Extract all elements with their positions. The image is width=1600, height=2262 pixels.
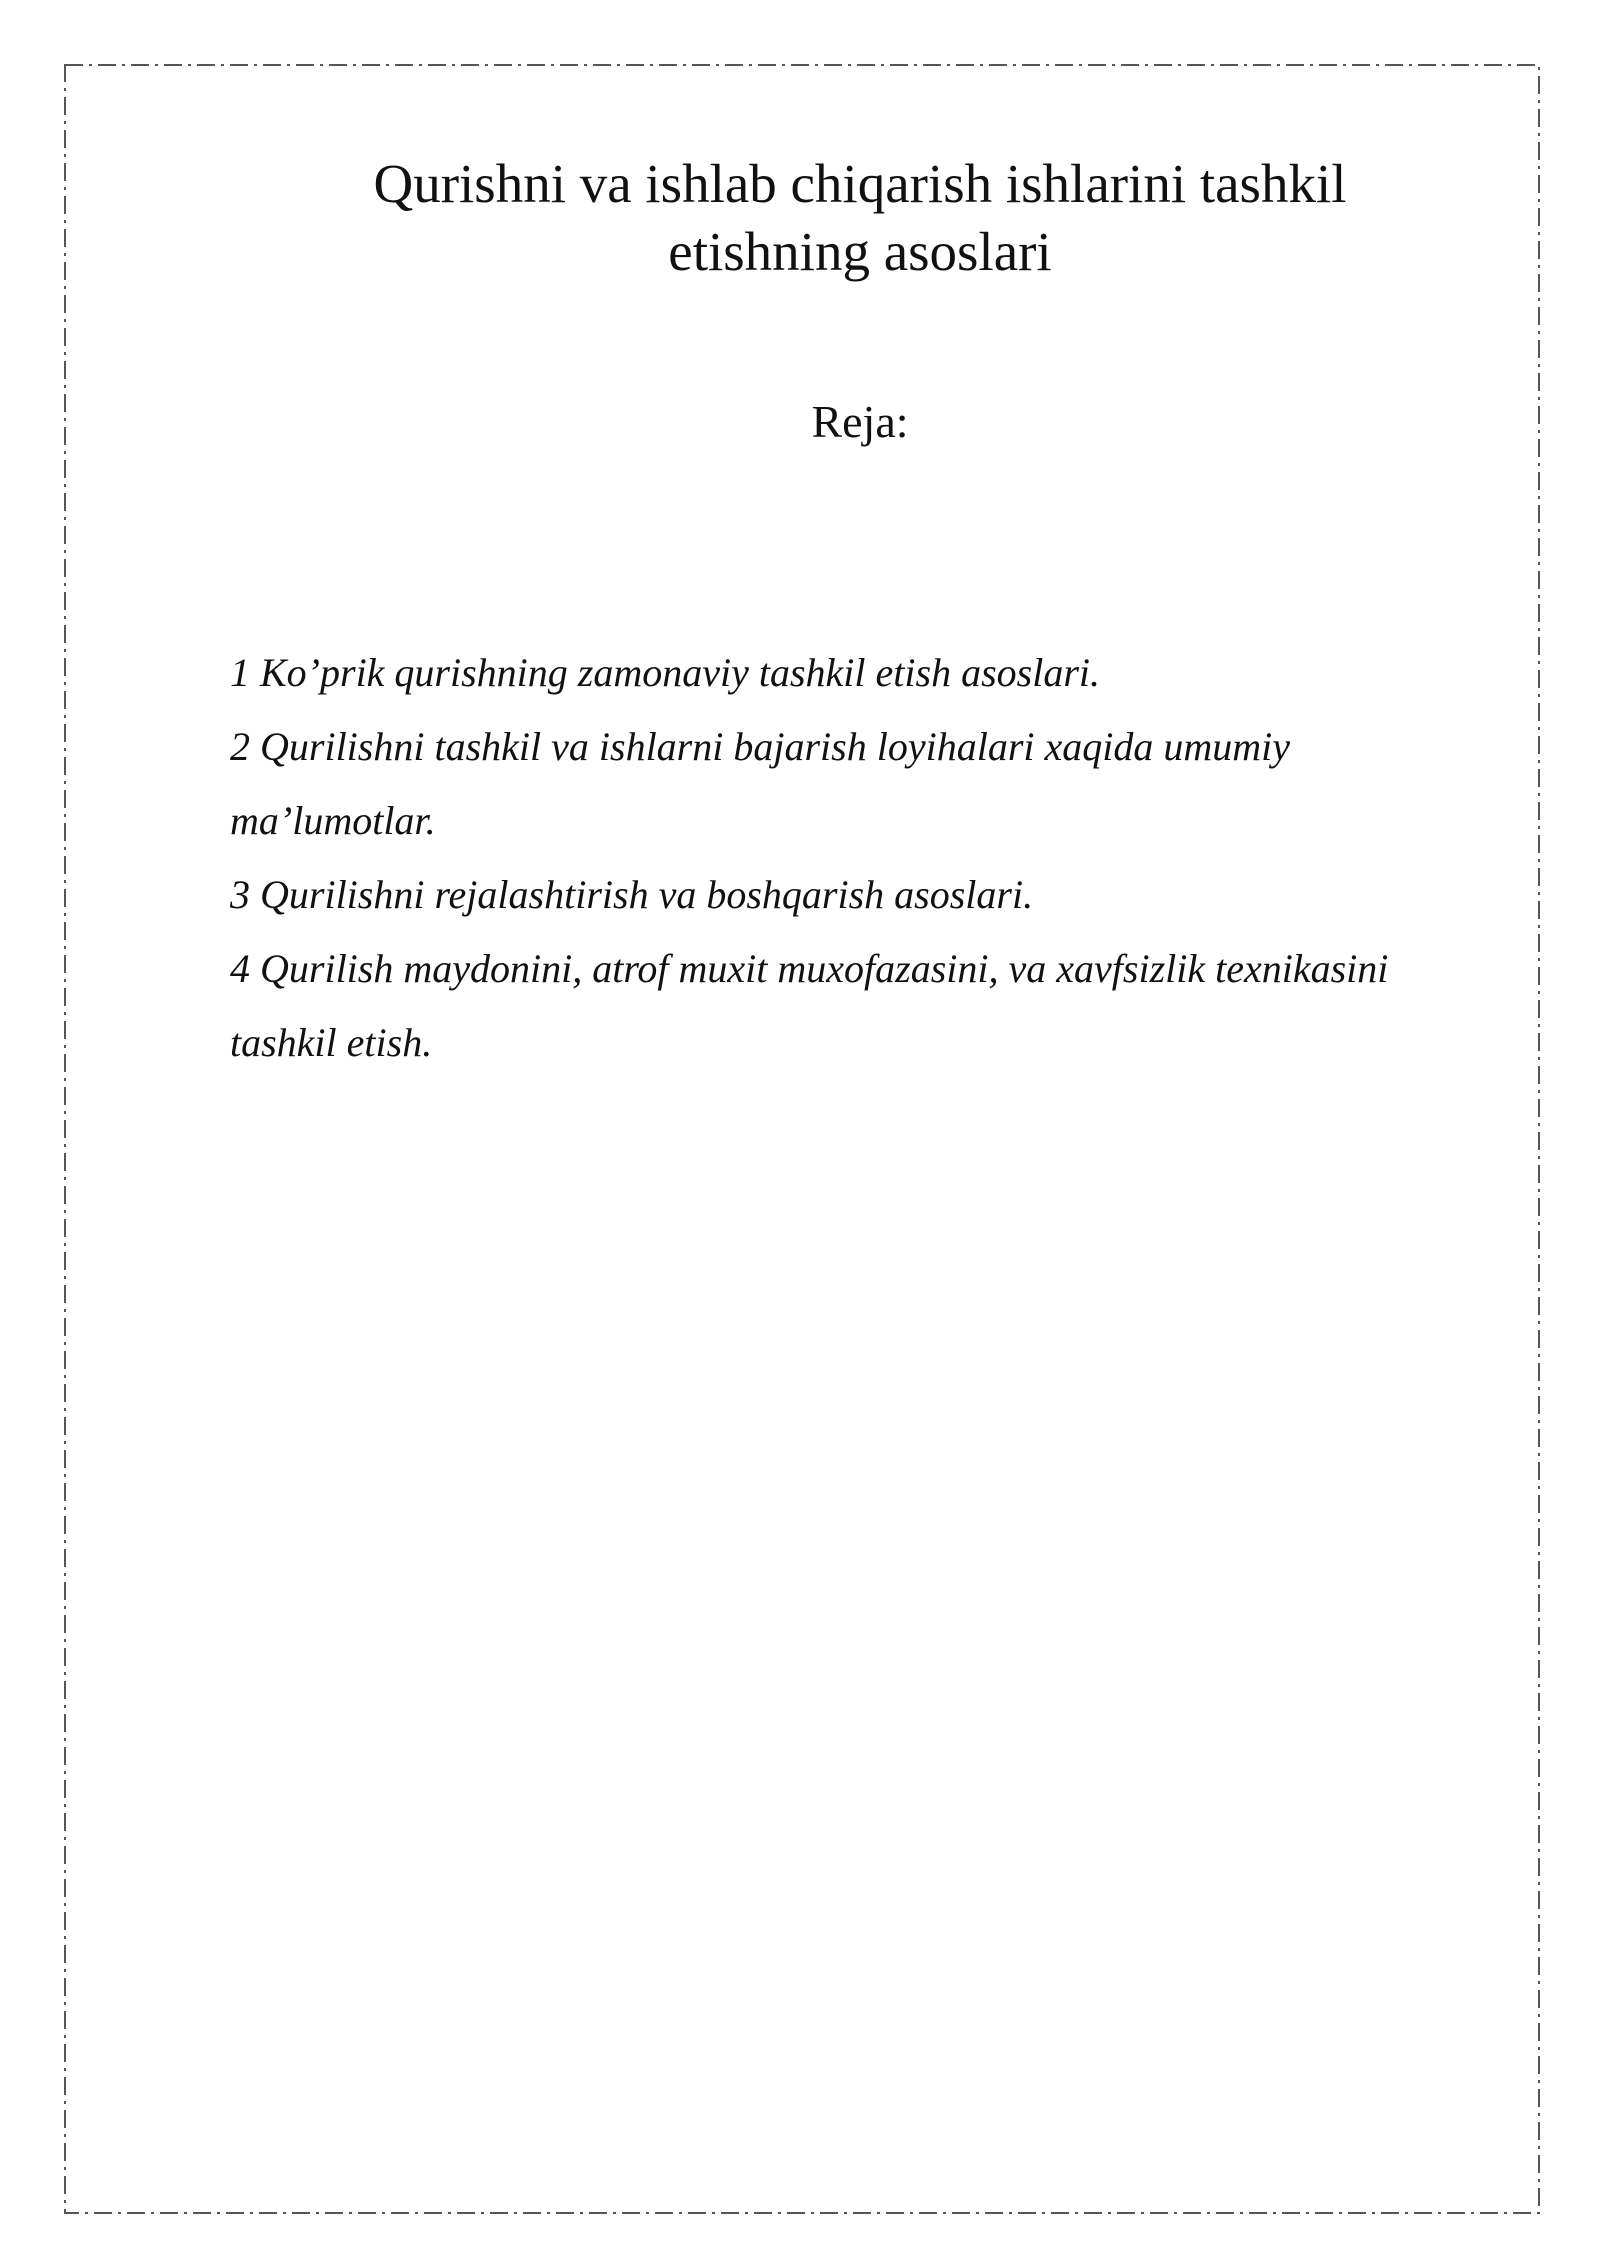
title-line-1: Qurishni va ishlab chiqarish ishlarini tashkil <box>373 153 1347 214</box>
plan-item-3: 3 Qurilishni rejalashtirish va boshqarish asoslari. <box>230 872 1034 917</box>
page-border <box>64 64 1540 2214</box>
title-line-2: etishning asoslari <box>668 221 1052 282</box>
plan-item-1: 1 Ko’prik qurishning zamonaviy tashkil etish asoslari. <box>230 650 1100 695</box>
plan-heading: Reja: <box>811 396 909 447</box>
plan-item-4: 4 Qurilish maydonini, atrof muxit muxofazasini, va xavfsizlik texnikasini tashkil etish. <box>230 946 1389 1065</box>
dash-dot-border <box>64 64 1540 2214</box>
plan-list <box>230 636 1500 1080</box>
plan-item-2: 2 Qurilishni tashkil va ishlarni bajarish loyihalari xaqida umumiy ma’lumotlar. <box>230 724 1290 843</box>
document-title <box>270 150 1450 286</box>
